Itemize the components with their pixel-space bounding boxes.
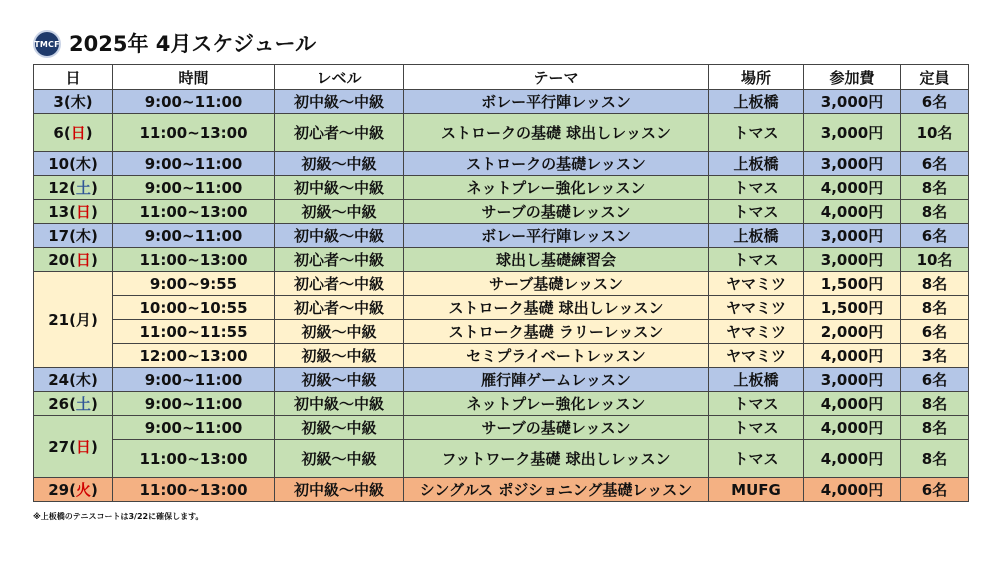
time-cell: 9:00~9:55 <box>113 272 275 296</box>
date-number: 3 <box>53 93 64 111</box>
club-logo <box>33 30 61 58</box>
table-row <box>34 224 969 248</box>
page-header <box>33 28 316 60</box>
place-cell: トマス <box>709 114 804 152</box>
place-cell: MUFG <box>709 478 804 502</box>
date-cell: 26(土) <box>34 392 113 416</box>
date-cell: 12(土) <box>34 176 113 200</box>
day-of-week: 日 <box>70 124 86 142</box>
fee-cell: 4,000円 <box>804 176 901 200</box>
place-cell: 上板橋 <box>709 224 804 248</box>
day-of-week: 月 <box>75 311 91 329</box>
time-cell: 9:00~11:00 <box>113 176 275 200</box>
level-cell: 初心者～中級 <box>275 114 404 152</box>
col-header-time: 時間 <box>113 65 275 90</box>
place-cell: トマス <box>709 440 804 478</box>
level-cell: 初級～中級 <box>275 440 404 478</box>
capacity-cell: 6名 <box>901 224 969 248</box>
place-cell: トマス <box>709 176 804 200</box>
table-row <box>34 320 969 344</box>
fee-cell: 3,000円 <box>804 152 901 176</box>
date-cell: 21(月) <box>34 272 113 368</box>
day-of-week: 土 <box>75 395 91 413</box>
fee-cell: 3,000円 <box>804 368 901 392</box>
date-number: 26 <box>48 395 70 413</box>
fee-cell: 3,000円 <box>804 248 901 272</box>
theme-cell: セミプライベートレッスン <box>404 344 709 368</box>
time-cell: 9:00~11:00 <box>113 90 275 114</box>
day-of-week: 日 <box>75 251 91 269</box>
level-cell: 初級～中級 <box>275 320 404 344</box>
capacity-cell: 10名 <box>901 248 969 272</box>
date-cell: 3(木) <box>34 90 113 114</box>
theme-cell: ストローク基礎 ラリーレッスン <box>404 320 709 344</box>
capacity-cell: 8名 <box>901 392 969 416</box>
time-cell: 11:00~13:00 <box>113 114 275 152</box>
time-cell: 11:00~13:00 <box>113 478 275 502</box>
date-cell: 17(木) <box>34 224 113 248</box>
theme-cell: シングルス ポジショニング基礎レッスン <box>404 478 709 502</box>
date-number: 21 <box>48 311 70 329</box>
date-cell: 6(日) <box>34 114 113 152</box>
capacity-cell: 6名 <box>901 152 969 176</box>
theme-cell: ボレー平行陣レッスン <box>404 224 709 248</box>
date-number: 10 <box>48 155 70 173</box>
date-cell: 13(日) <box>34 200 113 224</box>
table-row <box>34 272 969 296</box>
col-header-level: レベル <box>275 65 404 90</box>
capacity-cell: 10名 <box>901 114 969 152</box>
day-of-week: 火 <box>75 481 91 499</box>
theme-cell: サーブの基礎レッスン <box>404 416 709 440</box>
date-number: 12 <box>48 179 70 197</box>
capacity-cell: 6名 <box>901 320 969 344</box>
date-number: 6 <box>53 124 64 142</box>
col-header-date: 日 <box>34 65 113 90</box>
day-of-week: 木 <box>75 371 91 389</box>
theme-cell: ストロークの基礎レッスン <box>404 152 709 176</box>
schedule-table <box>33 64 969 502</box>
table-row <box>34 152 969 176</box>
capacity-cell: 8名 <box>901 200 969 224</box>
day-of-week: 土 <box>75 179 91 197</box>
date-cell: 29(火) <box>34 478 113 502</box>
place-cell: ヤマミツ <box>709 272 804 296</box>
table-row <box>34 416 969 440</box>
table-row <box>34 440 969 478</box>
capacity-cell: 8名 <box>901 416 969 440</box>
date-number: 17 <box>48 227 70 245</box>
time-cell: 11:00~13:00 <box>113 248 275 272</box>
fee-cell: 4,000円 <box>804 440 901 478</box>
fee-cell: 2,000円 <box>804 320 901 344</box>
time-cell: 11:00~11:55 <box>113 320 275 344</box>
theme-cell: ストローク基礎 球出しレッスン <box>404 296 709 320</box>
place-cell: トマス <box>709 392 804 416</box>
place-cell: ヤマミツ <box>709 320 804 344</box>
theme-cell: ボレー平行陣レッスン <box>404 90 709 114</box>
time-cell: 11:00~13:00 <box>113 200 275 224</box>
table-row <box>34 344 969 368</box>
date-cell: 20(日) <box>34 248 113 272</box>
day-of-week: 日 <box>75 203 91 221</box>
capacity-cell: 8名 <box>901 272 969 296</box>
time-cell: 10:00~10:55 <box>113 296 275 320</box>
place-cell: 上板橋 <box>709 368 804 392</box>
theme-cell: ネットプレー強化レッスン <box>404 176 709 200</box>
place-cell: 上板橋 <box>709 152 804 176</box>
level-cell: 初級～中級 <box>275 152 404 176</box>
theme-cell: サーブ基礎レッスン <box>404 272 709 296</box>
table-row <box>34 368 969 392</box>
date-number: 20 <box>48 251 70 269</box>
date-cell: 27(日) <box>34 416 113 478</box>
header-row <box>34 65 969 90</box>
date-number: 29 <box>48 481 70 499</box>
level-cell: 初中級～中級 <box>275 478 404 502</box>
place-cell: トマス <box>709 416 804 440</box>
place-cell: ヤマミツ <box>709 344 804 368</box>
col-header-theme: テーマ <box>404 65 709 90</box>
level-cell: 初中級～中級 <box>275 90 404 114</box>
fee-cell: 1,500円 <box>804 272 901 296</box>
fee-cell: 4,000円 <box>804 344 901 368</box>
theme-cell: ネットプレー強化レッスン <box>404 392 709 416</box>
time-cell: 9:00~11:00 <box>113 416 275 440</box>
fee-cell: 3,000円 <box>804 90 901 114</box>
place-cell: トマス <box>709 200 804 224</box>
capacity-cell: 8名 <box>901 440 969 478</box>
table-row <box>34 248 969 272</box>
footnote: ※上板橋のテニスコートは3/22に確保します。 <box>33 512 204 521</box>
capacity-cell: 8名 <box>901 296 969 320</box>
table-row <box>34 176 969 200</box>
level-cell: 初級～中級 <box>275 416 404 440</box>
level-cell: 初心者～中級 <box>275 296 404 320</box>
page-title: 2025年 4月スケジュール <box>69 31 317 56</box>
place-cell: ヤマミツ <box>709 296 804 320</box>
level-cell: 初中級～中級 <box>275 392 404 416</box>
table-row <box>34 296 969 320</box>
col-header-fee: 参加費 <box>804 65 901 90</box>
fee-cell: 4,000円 <box>804 478 901 502</box>
capacity-cell: 6名 <box>901 90 969 114</box>
capacity-cell: 6名 <box>901 368 969 392</box>
level-cell: 初級～中級 <box>275 344 404 368</box>
level-cell: 初心者～中級 <box>275 272 404 296</box>
theme-cell: ストロークの基礎 球出しレッスン <box>404 114 709 152</box>
fee-cell: 4,000円 <box>804 392 901 416</box>
date-number: 24 <box>48 371 70 389</box>
date-cell: 24(木) <box>34 368 113 392</box>
day-of-week: 日 <box>75 438 91 456</box>
time-cell: 9:00~11:00 <box>113 224 275 248</box>
capacity-cell: 6名 <box>901 478 969 502</box>
time-cell: 9:00~11:00 <box>113 392 275 416</box>
table-row <box>34 200 969 224</box>
table-row <box>34 90 969 114</box>
time-cell: 9:00~11:00 <box>113 152 275 176</box>
theme-cell: フットワーク基礎 球出しレッスン <box>404 440 709 478</box>
fee-cell: 4,000円 <box>804 200 901 224</box>
day-of-week: 木 <box>70 93 86 111</box>
table-row <box>34 392 969 416</box>
fee-cell: 1,500円 <box>804 296 901 320</box>
logo-text: TMCF <box>34 39 60 49</box>
fee-cell: 3,000円 <box>804 224 901 248</box>
col-header-place: 場所 <box>709 65 804 90</box>
time-cell: 11:00~13:00 <box>113 440 275 478</box>
table-row <box>34 114 969 152</box>
fee-cell: 4,000円 <box>804 416 901 440</box>
level-cell: 初中級～中級 <box>275 176 404 200</box>
table-row <box>34 478 969 502</box>
capacity-cell: 3名 <box>901 344 969 368</box>
place-cell: トマス <box>709 248 804 272</box>
place-cell: 上板橋 <box>709 90 804 114</box>
time-cell: 9:00~11:00 <box>113 368 275 392</box>
col-header-capacity: 定員 <box>901 65 969 90</box>
date-number: 13 <box>48 203 70 221</box>
capacity-cell: 8名 <box>901 176 969 200</box>
fee-cell: 3,000円 <box>804 114 901 152</box>
theme-cell: 球出し基礎練習会 <box>404 248 709 272</box>
day-of-week: 木 <box>75 155 91 173</box>
date-number: 27 <box>48 438 70 456</box>
theme-cell: 雁行陣ゲームレッスン <box>404 368 709 392</box>
date-cell: 10(木) <box>34 152 113 176</box>
level-cell: 初級～中級 <box>275 368 404 392</box>
theme-cell: サーブの基礎レッスン <box>404 200 709 224</box>
day-of-week: 木 <box>75 227 91 245</box>
time-cell: 12:00~13:00 <box>113 344 275 368</box>
level-cell: 初中級～中級 <box>275 224 404 248</box>
level-cell: 初級～中級 <box>275 200 404 224</box>
level-cell: 初心者～中級 <box>275 248 404 272</box>
